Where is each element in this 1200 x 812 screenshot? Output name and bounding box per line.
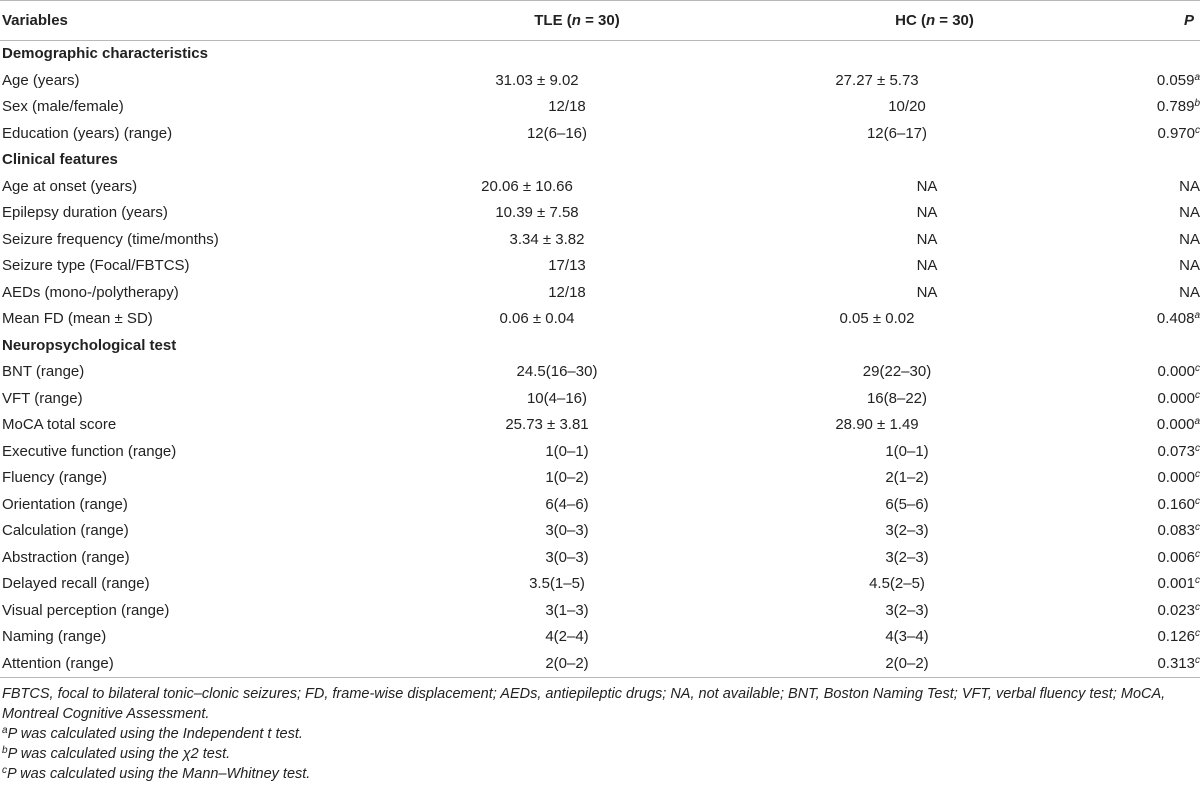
cell-tle: 3(1–3) — [545, 601, 589, 619]
cell-hc: NA — [916, 204, 938, 221]
cell-tle: 6(4–6) — [545, 495, 589, 513]
cell-tle: 2(0–2) — [332, 651, 672, 678]
table-row — [0, 465, 1200, 492]
table-row — [0, 439, 1200, 466]
cell-variable: Executive function (range) — [2, 442, 177, 460]
cell-tle: 24.5(16–30) — [516, 363, 598, 380]
table-row — [0, 598, 1200, 625]
cell-p-value: 0.970$^c$ — [1157, 124, 1200, 142]
cell-p-value: 0.000$^c$ — [1157, 469, 1200, 486]
table-row — [0, 492, 1200, 519]
cell-variable: Sex (male/female) — [2, 98, 124, 115]
table-row — [0, 306, 1200, 333]
cell-variable: VFT (range) — [2, 389, 83, 407]
cell-tle: 17/13 — [548, 257, 586, 274]
table-footnotes — [0, 678, 1200, 784]
table-row — [0, 571, 1200, 598]
cell-p-value: NA — [1179, 283, 1200, 301]
cell-variable: Visual perception (range) — [2, 601, 170, 619]
cell-tle: 1(0–2) — [545, 469, 589, 486]
cell-variable: Fluency (range) — [2, 469, 108, 486]
cell-p-value: 0.000$^a$ — [1156, 416, 1200, 433]
cell-tle: 1(0–1) — [545, 442, 589, 460]
footnote-c: $^c$P was calculated using the Mann–Whitney test. — [2, 765, 311, 782]
cell-variable: Naming (range) — [2, 628, 107, 645]
header-row — [0, 1, 1200, 41]
table-row — [0, 545, 1200, 572]
table-row — [0, 68, 1200, 95]
cell-tle: 3.34 ± 3.82 — [509, 230, 585, 248]
section-row — [0, 333, 1200, 360]
header-p: P — [1022, 1, 1200, 41]
cell-p-value: 0.000$^c$ — [1157, 389, 1200, 407]
table-row — [0, 174, 1200, 201]
cell-p-value: 0.001$^c$ — [1157, 575, 1200, 592]
header-hc: HC (n = 30) — [672, 1, 1022, 41]
cell-variable: Calculation (range) — [2, 522, 129, 539]
footnote-b: $^b$P was calculated using the χ2 test. — [2, 745, 231, 762]
cell-hc: 3(2–3) — [885, 601, 929, 619]
cell-p-value: NA — [1179, 204, 1200, 221]
cell-variable: Education (years) (range) — [2, 124, 173, 142]
section-title: Demographic characteristics — [2, 45, 208, 62]
cell-variable: Age at onset (years) — [2, 177, 138, 195]
section-title: Clinical features — [2, 151, 118, 168]
cell-tle: 3.5(1–5) — [529, 575, 585, 592]
cell-tle: 10.39 ± 7.58 — [495, 204, 579, 221]
cell-p-value: 0.083$^c$ — [1157, 522, 1200, 539]
cell-hc: 4(3–4) — [885, 628, 929, 645]
cell-hc: 16(8–22) — [866, 389, 928, 407]
cell-hc: NA — [916, 230, 938, 248]
cell-p-value: 0.160$^c$ — [1157, 495, 1200, 513]
cell-tle: 20.06 ± 10.66 — [481, 177, 573, 195]
cell-variable: Epilepsy duration (years) — [2, 204, 168, 221]
cell-tle: 3(0–3) — [545, 548, 589, 566]
cell-tle: 0.06 ± 0.04 — [499, 310, 575, 327]
footnote-a: $^a$P was calculated using the Independent t test. — [2, 725, 303, 742]
cell-hc: 29(22–30) — [862, 363, 932, 380]
cell-hc: 0.05 ± 0.02 — [839, 310, 915, 327]
table-row — [0, 121, 1200, 148]
cell-hc: NA — [916, 283, 938, 301]
table-row — [0, 227, 1200, 254]
table-row — [0, 200, 1200, 227]
cell-variable: Age (years) — [2, 71, 80, 89]
cell-p-value: 0.126$^c$ — [1157, 628, 1200, 645]
table-row — [0, 280, 1200, 307]
cell-hc: 28.90 ± 1.49 — [835, 416, 919, 433]
cell-variable: AEDs (mono-/polytherapy) — [2, 283, 179, 301]
cell-hc: 10/20 — [888, 98, 926, 115]
section-title: Neuropsychological test — [2, 336, 177, 354]
cell-tle: 12/18 — [548, 283, 586, 301]
cell-p-value: 0.313$^c$ — [1022, 651, 1200, 678]
cell-p-value: 0.059$^a$ — [1156, 71, 1200, 89]
cell-variable: Orientation (range) — [2, 495, 128, 513]
cell-hc: 4.5(2–5) — [869, 575, 925, 592]
table-row — [0, 386, 1200, 413]
cell-variable: MoCA total score — [2, 416, 117, 433]
cell-hc: 3(2–3) — [885, 548, 929, 566]
table-row — [0, 651, 1200, 678]
cell-p-value: 0.006$^c$ — [1157, 548, 1200, 566]
table-row — [0, 412, 1200, 439]
cell-p-value: NA — [1179, 177, 1200, 195]
cell-hc: 27.27 ± 5.73 — [835, 71, 919, 89]
cell-tle: 3(0–3) — [545, 522, 589, 539]
table-body — [0, 41, 1200, 678]
abbreviations-note: FBTCS, focal to bilateral tonic–clonic seizures; FD, frame-wise displacement; AEDs, antiepileptic drugs; NA, not available; BNT, Boston Naming Test; VFT, verbal fluency test; MoCA, Montreal Cognitive Assessment. — [2, 686, 1166, 722]
cell-tle: 10(4–16) — [526, 389, 588, 407]
cell-p-value: 0.789$^b$ — [1156, 98, 1200, 115]
cell-p-value: 0.023$^c$ — [1157, 601, 1200, 619]
cell-hc: 3(2–3) — [885, 522, 929, 539]
table-row — [0, 518, 1200, 545]
cell-variable: BNT (range) — [2, 363, 85, 380]
cell-p-value: 0.000$^c$ — [1157, 363, 1200, 380]
cell-hc: 12(6–17) — [866, 124, 928, 142]
cell-p-value: NA — [1179, 230, 1200, 248]
cell-tle: 4(2–4) — [545, 628, 589, 645]
table-row — [0, 624, 1200, 651]
header-variables: Variables — [0, 1, 332, 41]
cell-variable: Mean FD (mean ± SD) — [2, 310, 153, 327]
cell-p-value: 0.408$^a$ — [1156, 310, 1200, 327]
table-row — [0, 253, 1200, 280]
cell-variable: Seizure frequency (time/months) — [2, 230, 219, 248]
cell-tle: 25.73 ± 3.81 — [505, 416, 589, 433]
cell-tle: 12(6–16) — [526, 124, 588, 142]
cell-tle: 31.03 ± 9.02 — [495, 71, 579, 89]
cell-hc: 1(0–1) — [885, 442, 929, 460]
section-row — [0, 41, 1200, 68]
cell-tle: 12/18 — [548, 98, 586, 115]
header-tle: TLE (n = 30) — [332, 1, 672, 41]
cell-hc: NA — [916, 257, 938, 274]
cell-hc: 2(1–2) — [885, 469, 929, 486]
cell-p-value: 0.073$^c$ — [1157, 442, 1200, 460]
cell-variable: Seizure type (Focal/FBTCS) — [2, 257, 190, 274]
cell-hc: NA — [916, 177, 938, 195]
section-row — [0, 147, 1200, 174]
cell-variable: Delayed recall (range) — [2, 575, 150, 592]
cell-hc: 6(5–6) — [885, 495, 929, 513]
cell-variable: Abstraction (range) — [2, 548, 130, 566]
cell-p-value: NA — [1179, 257, 1200, 274]
table-row — [0, 359, 1200, 386]
table-row — [0, 94, 1200, 121]
cell-variable: Attention (range) — [0, 651, 332, 678]
cell-hc: 2(0–2) — [672, 651, 1022, 678]
